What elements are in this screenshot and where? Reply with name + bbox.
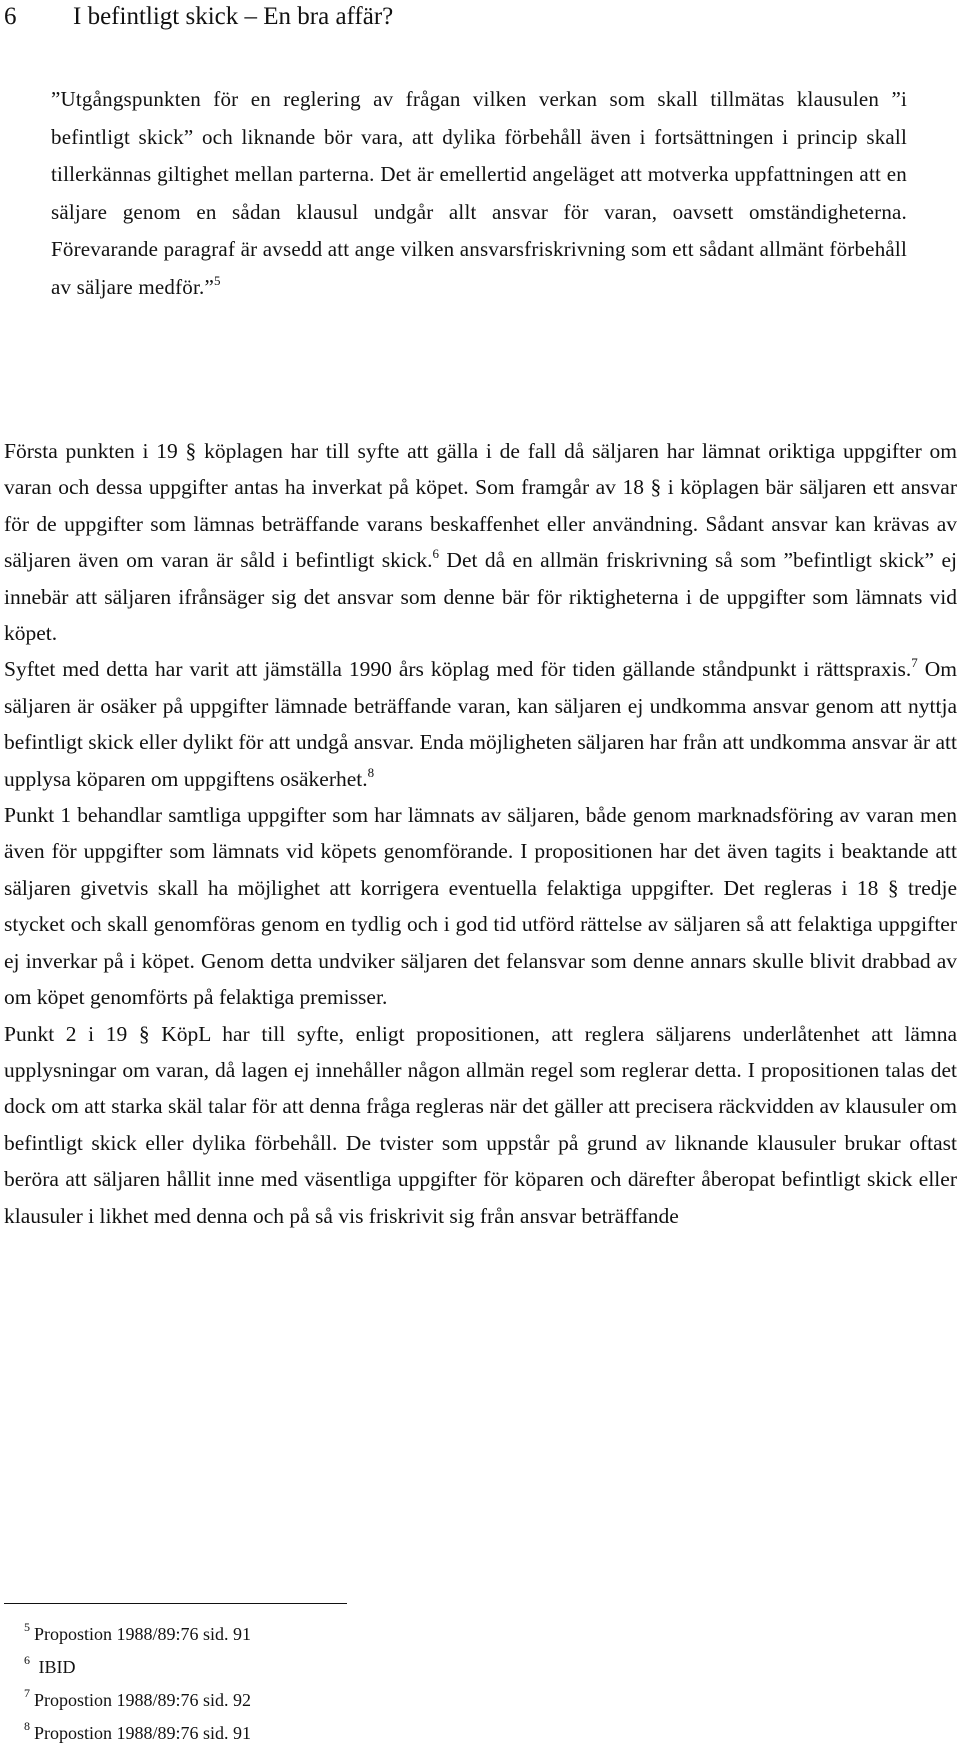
footnote-text: IBID [34,1657,76,1677]
paragraph-1-part-2: Det då en allmän friskrivning så som ”befintligt skick” ej innebär att säljaren ifrånsäger sig det ansvar som denne bär för riktigheterna i de uppgifter som lämnats vid köpet. [4,548,957,646]
paragraph-4: Punkt 2 i 19 § KöpL har till syfte, enligt propositionen, att reglera säljarens underlåtenhet att lämna upplysningar om varan, då lagen ej innehåller någon allmän regel som reglerar detta. I propositionen talas det dock om att starka skäl talar för att denna fråga regleras när det gäller att precisera räckvidden av klausuler om befintligt skick eller dylika förbehåll. De tvister som uppstår på grund av liknande klausuler brukar oftast beröra att säljaren hållit inne med väsentliga uppgifter för köparen och därefter åberopat befintligt skick eller klausuler i likhet med denna och på så vis friskrivit sig från ansvar beträffande [4,1021,957,1228]
paragraph-2-part-1: Syftet med detta har varit att jämställa 1990 års köplag med för tiden gällande ståndpunkt i rättspraxis. [4,657,912,682]
footnote-separator [4,1603,347,1604]
footnote-text: Propostion 1988/89:76 sid. 92 [34,1690,252,1710]
page-header [0,0,960,40]
footnote-ref-7: 7 [911,655,918,671]
paragraph-3: Punkt 1 behandlar samtliga uppgifter som har lämnats av säljaren, både genom marknadsföring av varan men även för uppgifter som lämnats vid köpets genomförande. I propositionen har det även tagits i beaktande att säljaren givetvis skall ha möjlighet att korrigera eventuella felaktiga uppgifter. Det regleras i 18 § tredje stycket och skall genomföras genom en tydlig och i god tid utförd rättelse av säljaren så att felaktiga uppgifter ej inverkar på i köpet. Genom detta undviker säljaren det felansvar som denne annars skulle blivit drabbad av om köpet genomförts på felaktiga premisser. [4,803,957,1010]
block-quote [51,81,907,306]
quote-text: ”Utgångspunkten för en reglering av frågan vilken verkan som skall tillmätas klausulen ”i befintligt skick” och liknande bör vara, att dylika förbehåll även i fortsättningen i princip skall tillerkännas giltighet mellan parterna. Det är emellertid angeläget att motverka uppfattningen att en säljare genom en sådan klausul undgår allt ansvar för varan, oavsett omständigheterna. Förevarande paragraf är avsedd att ange vilken ansvarsfriskrivning som ett sådant allmänt förbehåll av säljare medför.” [51,87,907,299]
footnote-text: Propostion 1988/89:76 sid. 91 [34,1624,252,1644]
paragraph-2 [4,651,957,797]
paragraph-1-part-1: Första punkten i 19 § köplagen har till syfte att gälla i de fall då säljaren har lämnat oriktiga uppgifter om varan och dessa uppgifter antas ha inverkat på köpet. Som framgår av 18 § i köplagen bär säljaren ett ansvar för de uppgifter som lämnas beträffande varans beskaffenhet eller användning. Sådant ansvar kan krävas av säljaren även om varan är såld i befintligt skick. [4,439,957,573]
body-text [4,433,957,1234]
footnote-7: 7 Propostion 1988/89:76 sid. 92 [24,1686,252,1710]
footnote-ref-6: 6 [432,546,440,562]
footnote-text: Propostion 1988/89:76 sid. 91 [34,1723,252,1743]
footnotes [24,1618,624,1750]
paragraph-2-part-2: Om säljaren är osäker på uppgifter lämnade beträffande varan, kan säljaren ej undkomma ansvar genom att nyttja befintligt skick eller dylikt för att undgå ansvar. Enda möjligheten säljaren har från att undkomma ansvar är att upplysa köparen om uppgiftens osäkerhet. [4,657,958,791]
footnote-6: 6 IBID [24,1653,76,1677]
footnote-ref-5: 5 [213,272,221,288]
paragraph-1 [4,433,957,651]
page-number: 6 [4,3,17,30]
footnote-8: 8 Propostion 1988/89:76 sid. 91 [24,1719,252,1743]
footnote-ref-8: 8 [367,764,375,780]
footnote-5: 5 Propostion 1988/89:76 sid. 91 [24,1620,252,1644]
running-title: I befintligt skick – En bra affär? [73,3,394,30]
